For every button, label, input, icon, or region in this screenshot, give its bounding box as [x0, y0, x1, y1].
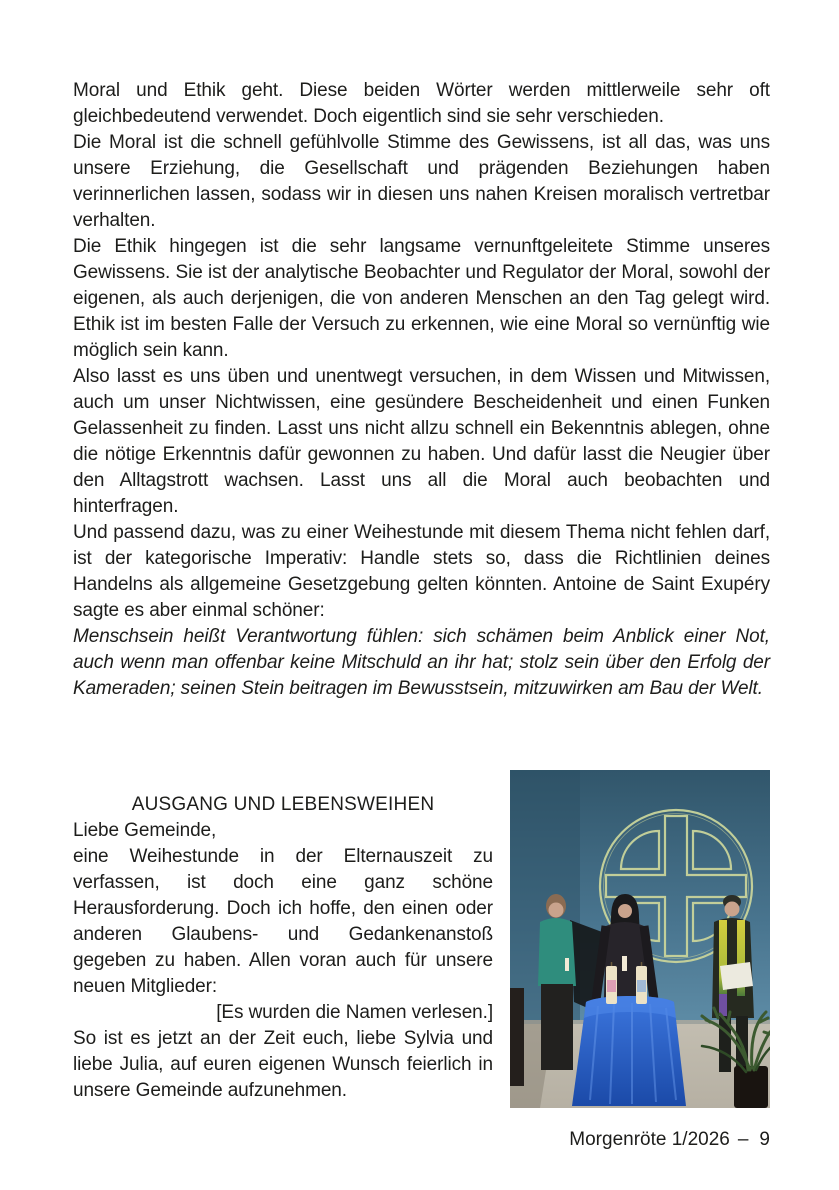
quote-paragraph: Menschsein heißt Verantwortung fühlen: sich schämen beim Anblick einer Not, auch wenn man offenbar keine Mitschuld an ihr hat; stolz sein über den Erfolg der Kameraden; seinen Stein beitragen im Bewusstsein, mitzuwirken am Bau der Welt. — [73, 626, 770, 699]
page-number: 9 — [759, 1129, 770, 1150]
body-paragraph: Die Ethik hingegen ist die sehr langsame vernunftgeleitete Stimme unseres Gewissens. Sie ist der analytische Beobachter und Regulator der Moral, sowohl der eigenen, als auch derjenigen, die von anderen Menschen an den Tag gelegt wird. Ethik ist im besten Falle der Versuch zu erkennen, wie eine Moral so vernünftig wie möglich sein kann. — [73, 236, 770, 361]
names-note: [Es wurden die Namen verlesen.] — [216, 1002, 493, 1023]
page-footer — [569, 1127, 770, 1153]
section-paragraph: So ist es jetzt an der Zeit euch, liebe Sylvia und liebe Julia, auf euren eigenen Wunsch feierlich in unsere Gemeinde aufzunehmen. — [73, 1028, 493, 1101]
section-paragraph: eine Weihestunde in der Elternauszeit zu verfassen, ist doch eine ganz schöne Herausforderung. Doch ich hoffe, den einen oder anderen Glaubens- und Gedankenanstoß gegeben zu haben. Allen voran auch für unsere neuen Mitglieder: — [73, 846, 493, 997]
section-ausgang — [73, 766, 770, 1114]
body-paragraph: Also lasst es uns üben und unentwegt versuchen, in dem Wissen und Mitwissen, auch um unser Nichtwissen, eine gesündere Bescheidenheit und einen Funken Gelassenheit zu finden. Lasst uns nicht allzu schnell ein Bekenntnis ablegen, ohne die nötige Erkenntnis dafür gewonnen zu haben. Und dafür lasst die Neugier über den Alltagstrott wachsen. Lasst uns all die Moral auch beobachten und hinterfragen. — [73, 366, 770, 517]
salutation: Liebe Gemeinde, — [73, 820, 217, 841]
article-body — [73, 78, 770, 702]
stage-furniture — [510, 988, 524, 1086]
section-heading: AUSGANG UND LEBENSWEIHEN — [131, 794, 435, 815]
body-paragraph: Moral und Ethik geht. Diese beiden Wörter werden mittlerweile sehr oft gleichbedeutend verwendet. Doch eigentlich sind sie sehr verschieden. — [73, 80, 770, 127]
body-paragraph: Die Moral ist die schnell gefühlvolle Stimme des Gewissens, ist all das, was uns unsere Erziehung, die Gesellschaft und prägenden Beziehungen haben verinnerlichen lassen, sodass wir in diesen uns nahen Kreisen moralisch vertretbar verhalten. — [73, 132, 770, 231]
altar-table — [572, 996, 686, 1106]
footer-dash: – — [737, 1129, 749, 1150]
body-paragraph: Und passend dazu, was zu einer Weihestunde mit diesem Thema nicht fehlen darf, ist der kategorische Imperativ: Handle stets so, dass die Richtlinien deines Handelns als allgemeine Gesetzgebung gelten könnten. Antoine de Saint Exupéry sagte es aber einmal schöner: — [73, 522, 770, 621]
journal-title: Morgenröte 1/2026 — [569, 1129, 730, 1150]
ceremony-photo — [510, 770, 770, 1108]
